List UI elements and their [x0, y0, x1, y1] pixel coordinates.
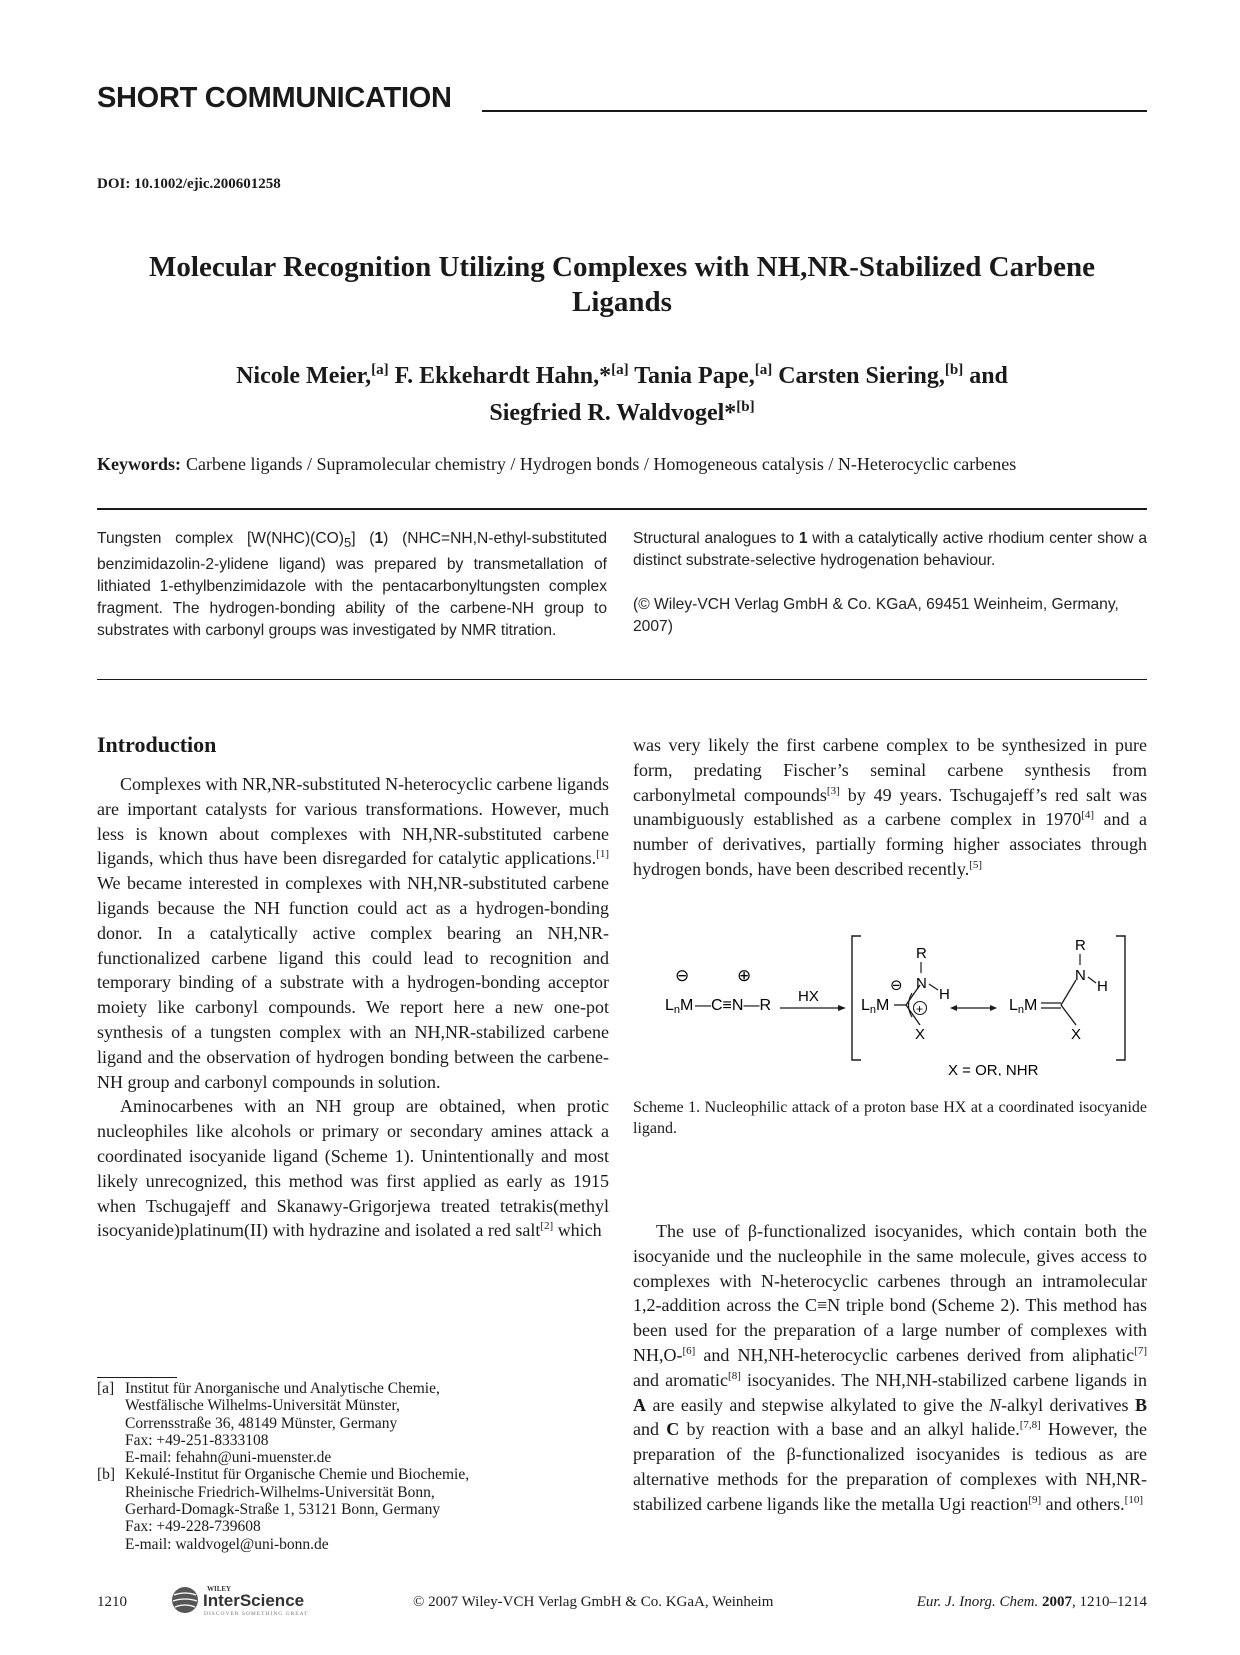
- metal-fragment-3: LnM: [1009, 997, 1038, 1016]
- journal-citation: Eur. J. Inorg. Chem. 2007, 1210–1214: [916, 1594, 1147, 1610]
- affiliation-line: Rheinische Friedrich-Wilhelms-Universität Bonn,: [125, 1483, 435, 1501]
- interscience-logo: [167, 1582, 352, 1616]
- reference-link[interactable]: [6]: [682, 1344, 696, 1357]
- metal-fragment-2: LnM: [861, 997, 890, 1016]
- author-affiliation: [b]: [736, 399, 755, 415]
- bond-n-h-1: [929, 984, 938, 990]
- reference-link[interactable]: [5]: [969, 858, 983, 871]
- reagent-hx: HX: [798, 988, 819, 1005]
- affiliation-line: Westfälische Wilhelms-Universität Münster,: [125, 1397, 400, 1415]
- title-line-1: Molecular Recognition Utilizing Complexes with NH,NR-Stabilized Carbene: [149, 251, 1095, 283]
- abstract-bottom-rule: [97, 679, 1147, 680]
- abstract-text: Structural analogues to: [633, 530, 799, 547]
- affiliation-a: [97, 1380, 609, 1466]
- body-column-right-bottom: [633, 1219, 1147, 1517]
- heteroatom-x-1: X: [915, 1026, 926, 1043]
- logo-wiley: WILEY: [207, 1585, 232, 1593]
- bond-n-h-2: [1088, 977, 1096, 983]
- nitrogen-2: N: [1075, 967, 1086, 984]
- scheme-1-diagram: [650, 928, 1130, 1076]
- keywords-label: Keywords:: [97, 454, 181, 474]
- body-column-right-top: [633, 733, 1147, 882]
- abstract-text: ) (NHC=NH,N-ethyl-substituted benzimidazolin-2-ylidene ligand) was prepared by transmetallation of lithiated 1-ethylbenzimidazole with the pentacarbonyltungsten complex fragment. The hydrogen-bonding ability of the carbene-NH group to substrates with carbonyl groups was investigated by NMR titration.: [97, 530, 608, 640]
- charge-plus-1: ⊕: [737, 966, 752, 985]
- author-affiliation: [a]: [371, 362, 389, 378]
- authors-line-2: [97, 392, 1147, 429]
- article-title: [97, 250, 1147, 320]
- reference-link[interactable]: [7,8]: [1019, 1419, 1041, 1432]
- reference-link[interactable]: [1]: [596, 848, 609, 861]
- affiliation-footnotes: [97, 1380, 609, 1553]
- hydrogen-1: H: [939, 986, 950, 1003]
- isocyanide-ligand: —C≡N—R: [695, 997, 771, 1014]
- bond-c-x-2: [1061, 1005, 1076, 1025]
- authors-line-1: [97, 355, 1147, 392]
- logo-interscience: InterScience: [203, 1591, 305, 1610]
- compound-number: 1: [798, 530, 808, 547]
- author-affiliation: [a]: [754, 362, 773, 378]
- footer-copyright: © 2007 Wiley-VCH Verlag GmbH & Co. KGaA, Weinheim: [413, 1594, 774, 1610]
- scheme-1-figure: [650, 928, 1130, 1076]
- author-affiliation: [b]: [944, 362, 964, 378]
- resonance-arrowhead-right: [990, 1005, 997, 1011]
- resonance-arrowhead-left: [950, 1005, 957, 1011]
- title-line-2: Ligands: [572, 286, 672, 318]
- abstract-text: with a catalytically active rhodium center show a distinct substrate-selective hydrogenation behaviour.: [633, 530, 1148, 569]
- body-column-left: [97, 732, 609, 1243]
- reference-link[interactable]: [9]: [1028, 1493, 1042, 1506]
- affiliation-line: Corrensstraße 36, 48149 Münster, Germany: [125, 1414, 398, 1432]
- section-header: [97, 82, 1147, 122]
- footnote-rule: [97, 1377, 177, 1378]
- paragraph: Complexes with NR,NR-substituted N-heterocyclic carbene ligands are important catalysts for various transformations. However, much less is known about complexes with NH,NR-substituted carbene ligands, which thus have been disregarded for catalytic applications.[1] We became interested in complexes with NH,NR-substituted carbene ligands because the NH function could act as a hydrogen-bonding donor. In a catalytically active complex bearing an NH,NR-functionalized carbene ligand this could lead to recognition and temporary binding of a substrate with a hydrogen-bonding acceptor moiety like carbonyl compounds. We report here a new one-pot synthesis of a tungsten complex with an NH,NR-stabilized carbene ligand and the observation of hydrogen bonding between the carbene-NH group and carbonyl compounds in solution.: [97, 774, 609, 1092]
- bracket-left: [852, 936, 861, 1060]
- reference-link[interactable]: [10]: [1124, 1493, 1143, 1506]
- page-number: 1210: [97, 1594, 127, 1610]
- paragraph: Aminocarbenes with an NH group are obtained, when protic nucleophiles like alcohols or primary or secondary amines attack a coordinated isocyanide ligand (Scheme 1). Unintentionally and most likely unrecognized, this method was first applied as early as 1915 when Tschugajeff and Skanawy-Grigorjewa treated tetrakis(methyl isocyanide)platinum(II) with hydrazine and isolated a red salt[2] which: [97, 1096, 609, 1241]
- abstract-paragraph: [633, 528, 1147, 572]
- author-name: F. Ekkehardt Hahn,*: [394, 363, 612, 389]
- author-affiliation: [a]: [611, 362, 629, 378]
- header-rule: [482, 110, 1147, 112]
- bracket-right: [1116, 936, 1125, 1060]
- substituent-r-2: R: [1075, 937, 1086, 954]
- doi: DOI: 10.1002/ejic.200601258: [97, 176, 281, 192]
- abstract-text: Tungsten complex [W(NHC)(CO): [97, 530, 344, 547]
- section-heading-introduction: Introduction: [97, 732, 217, 757]
- charge-minus-2: ⊖: [890, 977, 903, 994]
- paragraph: The use of β-functionalized isocyanides, which contain both the isocyanide und the nucleophile in the same molecule, gives access to complexes with N-heterocyclic carbenes through an intramolecular 1,2-addition across the C≡N triple bond (Scheme 2). This method has been used for the preparation of a large number of complexes with NH,O-[6] and NH,NH-heterocyclic carbenes derived from aliphatic[7] and aromatic[8] isocyanides. The NH,NH-stabilized carbene ligands in A are easily and stepwise alkylated to give the N-alkyl derivatives B and C by reaction with a base and an alkyl halide.[7,8] However, the preparation of the β-functionalized isocyanides is tedious as are alternative methods for the preparation of complexes with NH,NR-stabilized carbene ligands like the metalla Ugi reaction[9] and others.[10]: [633, 1221, 1148, 1514]
- affiliation-tag: [a]: [97, 1380, 115, 1397]
- author-name: Tania Pape,: [634, 363, 755, 389]
- hydrogen-2: H: [1097, 978, 1108, 995]
- compound-number: 1: [374, 530, 384, 547]
- keywords-text: Carbene ligands / Supramolecular chemistry / Hydrogen bonds / Homogeneous catalysis / N-Heterocyclic carbenes: [186, 454, 1017, 474]
- abstract-left: [97, 528, 607, 642]
- heteroatom-x-2: X: [1071, 1026, 1082, 1043]
- affiliation-fax: Fax: +49-251-8333108: [125, 1431, 269, 1449]
- author-name: Carsten Siering,: [778, 363, 945, 389]
- author-list: [97, 355, 1147, 429]
- affiliation-b: [97, 1466, 609, 1552]
- abstract-copyright: (© Wiley-VCH Verlag GmbH & Co. KGaA, 69451 Weinheim, Germany, 2007): [633, 596, 1119, 635]
- paragraph-continued: was very likely the first carbene complex to be synthesized in pure form, predating Fischer’s seminal carbene synthesis from carbonylmetal compounds[3] by 49 years. Tschugajeff’s red salt was unambiguously established as a carbene complex in 1970[4] and a number of derivatives, partially forming higher associates through hydrogen bonds, have been described recently.[5]: [633, 735, 1148, 879]
- logo-tagline: DISCOVER SOMETHING GREAT: [204, 1611, 309, 1616]
- authors-and: and: [969, 363, 1008, 389]
- bond-c-n-2: [1061, 980, 1076, 1005]
- abstract-text: ] (: [351, 530, 375, 547]
- positive-charge-sign: +: [916, 1002, 924, 1016]
- abstract-subscript: 5: [343, 535, 352, 551]
- substituent-r-1: R: [916, 945, 927, 962]
- affiliation-line: Gerhard-Domagk-Straße 1, 53121 Bonn, Germany: [125, 1501, 441, 1519]
- reference-link[interactable]: [2]: [540, 1220, 554, 1233]
- affiliation-line: Kekulé-Institut für Organische Chemie und Biochemie,: [125, 1466, 470, 1484]
- reference-link[interactable]: [3]: [826, 784, 840, 797]
- charge-minus-1: ⊖: [675, 966, 690, 985]
- abstract-right: [633, 528, 1147, 638]
- scheme-1-caption: Scheme 1. Nucleophilic attack of a proton base HX at a coordinated isocyanide ligand.: [633, 1099, 1147, 1137]
- affiliation-fax: Fax: +49-228-739608: [125, 1518, 261, 1536]
- reaction-arrowhead: [838, 1005, 846, 1011]
- reference-link[interactable]: [4]: [1081, 809, 1095, 822]
- affiliation-email[interactable]: E-mail: fehahn@uni-muenster.de: [125, 1449, 332, 1467]
- keywords: [97, 452, 1147, 476]
- author-name: Siegfried R. Waldvogel*: [489, 400, 737, 426]
- reference-link[interactable]: [8]: [728, 1369, 741, 1382]
- abstract-top-rule: [97, 508, 1147, 510]
- affiliation-line: Institut für Anorganische und Analytische Chemie,: [125, 1380, 440, 1397]
- metal-fragment-1: LnM: [665, 997, 694, 1016]
- author-name: Nicole Meier,: [236, 363, 372, 389]
- x-definition: X = OR, NHR: [948, 1062, 1039, 1076]
- affiliation-tag: [b]: [97, 1466, 116, 1484]
- page-footer: [97, 1582, 1147, 1616]
- section-label: SHORT COMMUNICATION: [97, 82, 452, 114]
- reference-link[interactable]: [7]: [1134, 1344, 1147, 1357]
- affiliation-email[interactable]: E-mail: waldvogel@uni-bonn.de: [125, 1535, 329, 1553]
- nitrogen-1: N: [916, 975, 927, 992]
